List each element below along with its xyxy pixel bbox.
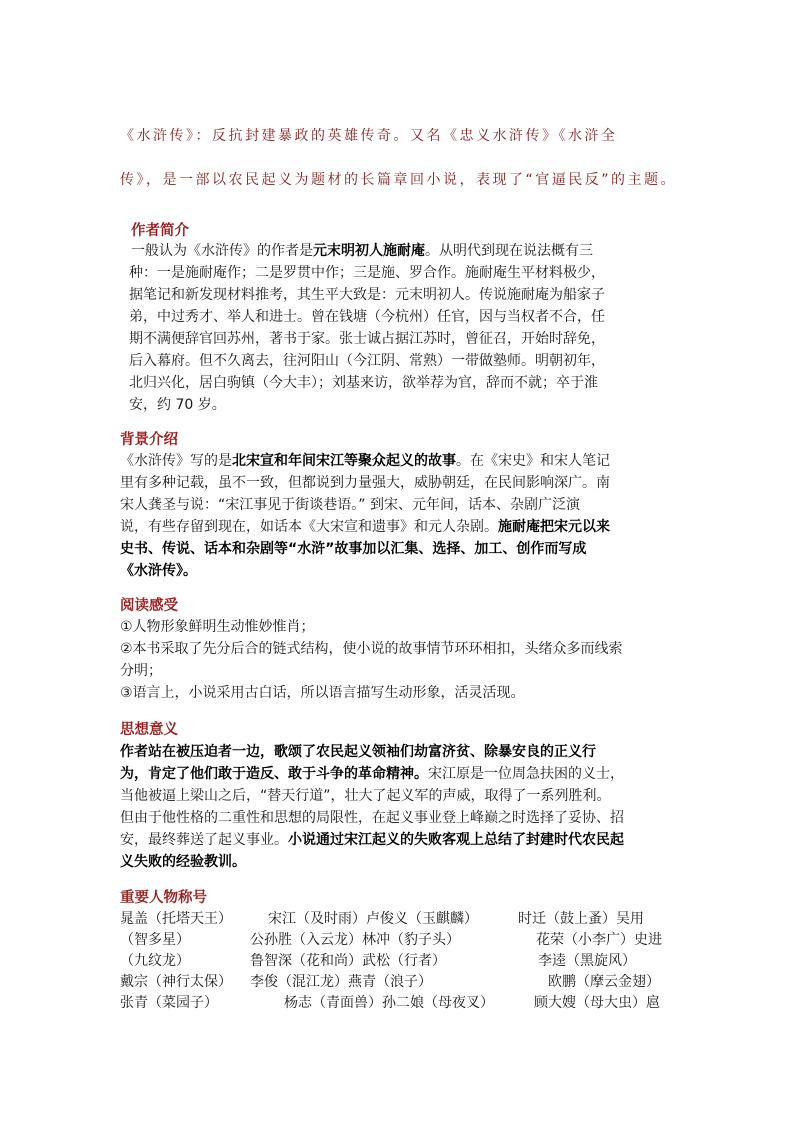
author-line-8: 安，约 70 岁。 bbox=[129, 397, 226, 413]
character-cell: 顾大嫂（母大虫）扈 bbox=[534, 995, 660, 1011]
author-line-2: 种：一是施耐庵作；二是罗贯中作；三是施、罗合作。施耐庵生平材料极少， bbox=[129, 265, 605, 281]
author-heading: 作者简介 bbox=[131, 223, 189, 239]
meaning-text: 安，最终葬送了起义事业。 bbox=[120, 832, 288, 848]
meaning-bold: 小说通过宋江起义的失败客观上总结了封建时代农民起 bbox=[288, 832, 624, 848]
meaning-line-3: 当他被逼上梁山之后，“替天行道”，壮大了起义军的声威，取得了一系列胜利。 bbox=[120, 788, 611, 804]
intro-line-2: 传》，是一部以农民起义为题材的长篇章回小说，表现了“官逼民反”的主题。 bbox=[120, 172, 678, 188]
meaning-text: 宋江原是一位周急扶困的义士， bbox=[428, 766, 624, 782]
background-line-5: 史书、传说、话本和杂剧等“水浒”故事加以汇集、选择、加工、创作而写成 bbox=[120, 541, 587, 557]
author-line-6: 后入幕府。但不久离去，往河阳山（今江阴、常熟）一带做塾师。明朝初年， bbox=[129, 353, 605, 369]
background-line-6: 《水浒传》。 bbox=[120, 563, 197, 579]
character-cell: 晁盖（托塔天王） bbox=[120, 911, 232, 927]
character-cell: 公孙胜（入云龙）林冲（豹子头） bbox=[250, 932, 460, 948]
meaning-line-1: 作者站在被压迫者一边，歌颂了农民起义领袖们劫富济贫、除暴安良的正义行 bbox=[120, 744, 596, 760]
character-cell: 宋江（及时雨）卢俊义（玉麒麟） bbox=[268, 911, 478, 927]
reading-line-4: ③语言上，小说采用古白话，所以语言描写生动形象，活灵活现。 bbox=[120, 685, 525, 701]
character-row bbox=[120, 951, 680, 972]
reading-line-3: 分明； bbox=[120, 663, 162, 679]
reading-line-1: ①人物形象鲜明生动惟妙惟肖； bbox=[120, 619, 315, 635]
character-cell: 李逵（黑旋风） bbox=[538, 953, 636, 969]
character-cell: 花荣（小李广）史进 bbox=[536, 932, 662, 948]
background-line-2: 里有多种记载，虽不一致，但都说到力量强大，威胁朝廷，在民间影响深广。南 bbox=[120, 475, 610, 491]
reading-heading: 阅读感受 bbox=[120, 598, 178, 614]
character-cell: 杨志（青面兽）孙二娘（母夜叉） bbox=[284, 995, 494, 1011]
meaning-line-2 bbox=[120, 764, 624, 784]
background-text: 。在《宋史》和宋人笔记 bbox=[456, 453, 610, 469]
character-cell: 时迁（鼓上蚤）吴用 bbox=[518, 911, 644, 927]
character-cell: 鲁智深（花和尚）武松（行者） bbox=[250, 953, 446, 969]
character-cell: 李俊（混江龙）燕青（浪子） bbox=[250, 974, 432, 990]
author-line-7: 北归兴化，居白驹镇（今大丰）；刘基来访，欲举荐为官，辞而不就；卒于淮 bbox=[129, 375, 598, 391]
background-text: 《水浒传》写的是 bbox=[120, 453, 232, 469]
background-line-1 bbox=[120, 451, 610, 471]
author-name-bold: 元末明初人施耐庵 bbox=[313, 243, 425, 259]
author-line-3: 据笔记和新发现材料推考，其生平大致是：元末明初人。传说施耐庵为船家子 bbox=[129, 287, 605, 303]
background-line-4 bbox=[120, 517, 610, 537]
reading-line-2: ②本书采取了先分后合的链式结构，使小说的故事情节环环相扣，头绪众多而线索 bbox=[120, 641, 623, 657]
background-heading: 背景介绍 bbox=[120, 432, 178, 448]
meaning-bold: 为，肯定了他们敢于造反、敢于斗争的革命精神。 bbox=[120, 766, 428, 782]
characters-heading: 重要人物称号 bbox=[120, 890, 207, 906]
character-row bbox=[120, 930, 680, 951]
author-line-5: 期不满便辞官回苏州，著书于家。张士诚占据江苏时，曾征召，开始时辞免， bbox=[129, 331, 605, 347]
meaning-line-4: 但由于他性格的二重性和思想的局限性，在起义事业登上峰巅之时选择了妥协、招 bbox=[120, 810, 624, 826]
meaning-heading: 思想意义 bbox=[120, 722, 178, 738]
author-line-1 bbox=[131, 241, 593, 261]
character-row bbox=[120, 972, 680, 993]
author-text: 一般认为《水浒传》的作者是 bbox=[131, 243, 313, 259]
background-line-3: 宋人龚圣与说：“宋江事见于街谈巷语。” 到宋、元年间，话本、杂剧广泛演 bbox=[120, 497, 580, 513]
background-bold: 北宋宣和年间宋江等聚众起义的故事 bbox=[232, 453, 456, 469]
character-cell: 欧鹏（摩云金翅） bbox=[548, 974, 660, 990]
background-text: 说，有些存留到现在，如话本《大宋宣和遗事》和元人杂剧。 bbox=[120, 519, 498, 535]
author-line-4: 弟，中过秀才、举人和进士。曾在钱塘（今杭州）任官，因与当权者不合，任 bbox=[129, 309, 605, 325]
character-cell: 张青（菜园子） bbox=[120, 995, 218, 1011]
meaning-line-5 bbox=[120, 830, 624, 850]
meaning-line-6: 义失败的经验教训。 bbox=[120, 854, 246, 870]
intro-line-1: 《水浒传》：反抗封建暴政的英雄传奇。又名《忠义水浒传》《水浒全 bbox=[120, 128, 618, 144]
character-row bbox=[120, 909, 680, 930]
background-bold: 施耐庵把宋元以来 bbox=[498, 519, 610, 535]
character-cell: （智多星） bbox=[120, 932, 190, 948]
author-text: 。从明代到现在说法概有三 bbox=[425, 243, 593, 259]
character-row bbox=[120, 993, 680, 1014]
character-cell: （九纹龙） bbox=[120, 953, 190, 969]
character-cell: 戴宗（神行太保） bbox=[120, 974, 232, 990]
